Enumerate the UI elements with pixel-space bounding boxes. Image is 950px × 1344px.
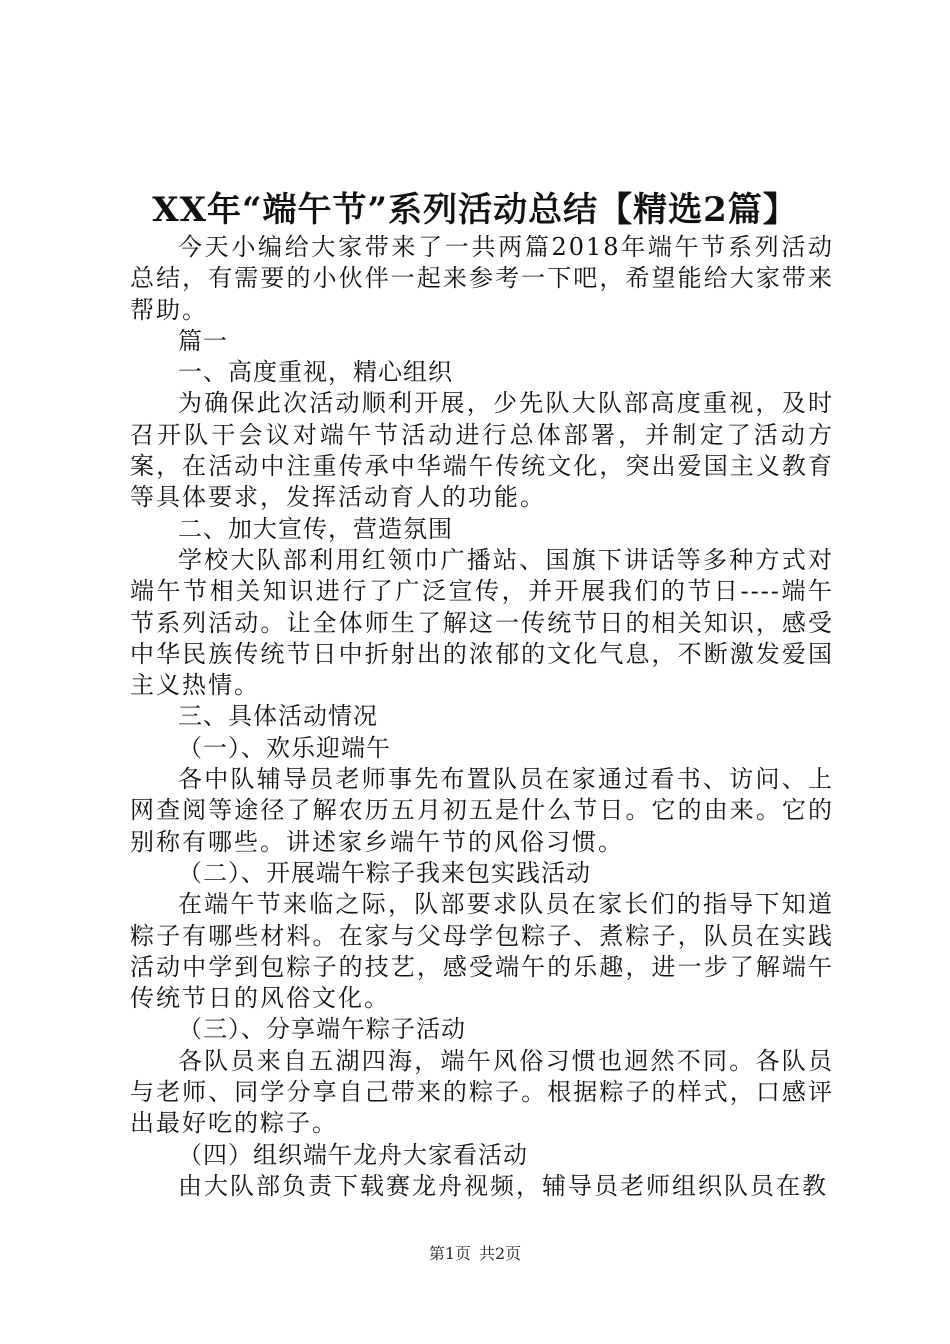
page-total: 共2页 [479, 1244, 522, 1263]
document-body [130, 232, 834, 1202]
section-heading-2: 二、加大宣传，营造氛围 [178, 514, 453, 543]
intro-paragraph: 今天小编给大家带来了一共两篇2018年端午节系列活动总结，有需要的小伙伴一起来参考一下吧，希望能给大家带来帮助。 [130, 233, 834, 324]
subsection-paragraph-4: 由大队部负责下载赛龙舟视频，辅导员老师组织队员在教 [178, 1171, 828, 1200]
subsection-heading-2: （二）、开展端午粽子我来包实践活动 [178, 858, 591, 887]
section-heading-3: 三、具体活动情况 [178, 702, 378, 731]
subsection-paragraph-1: 各中队辅导员老师事先布置队员在家通过看书、访问、上网查阅等途径了解农历五月初五是什么节日。它的由来。它的别称有哪些。讲述家乡端午节的风俗习惯。 [130, 765, 834, 856]
page-number: 第1页 [428, 1244, 471, 1263]
subsection-heading-3: （三）、分享端午粽子活动 [178, 1015, 466, 1044]
document-title: XX年“端午节”系列活动总结【精选2篇】 [152, 190, 798, 230]
section-paragraph-2: 学校大队部利用红领巾广播站、国旗下讲话等多种方式对端午节相关知识进行了广泛宣传，并开展我们的节日----端午节系列活动。让全体师生了解这一传统节日的相关知识，感受中华民族传统节日中折射出的浓郁的文化气息，不断激发爱国主义热情。 [130, 545, 834, 700]
subsection-heading-4: （四）组织端午龙舟大家看活动 [178, 1140, 528, 1169]
subsection-heading-1: （一）、欢乐迎端午 [178, 733, 391, 762]
page-footer [0, 1243, 950, 1265]
section-heading-1: 一、高度重视，精心组织 [178, 358, 453, 387]
part-heading: 篇一 [178, 326, 228, 355]
subsection-paragraph-2: 在端午节来临之际，队部要求队员在家长们的指导下知道粽子有哪些材料。在家与父母学包粽子、煮粽子，队员在实践活动中学到包粽子的技艺，感受端午的乐趣，进一步了解端午传统节日的风俗文化。 [130, 890, 834, 1013]
subsection-paragraph-3: 各队员来自五湖四海，端午风俗习惯也迥然不同。各队员与老师、同学分享自己带来的粽子。根据粽子的样式，口感评出最好吃的粽子。 [130, 1046, 834, 1138]
section-paragraph-1: 为确保此次活动顺利开展，少先队大队部高度重视，及时召开队干会议对端午节活动进行总体部署，并制定了活动方案，在活动中注重传承中华端午传统文化，突出爱国主义教育等具体要求，发挥活动育人的功能。 [130, 389, 834, 512]
